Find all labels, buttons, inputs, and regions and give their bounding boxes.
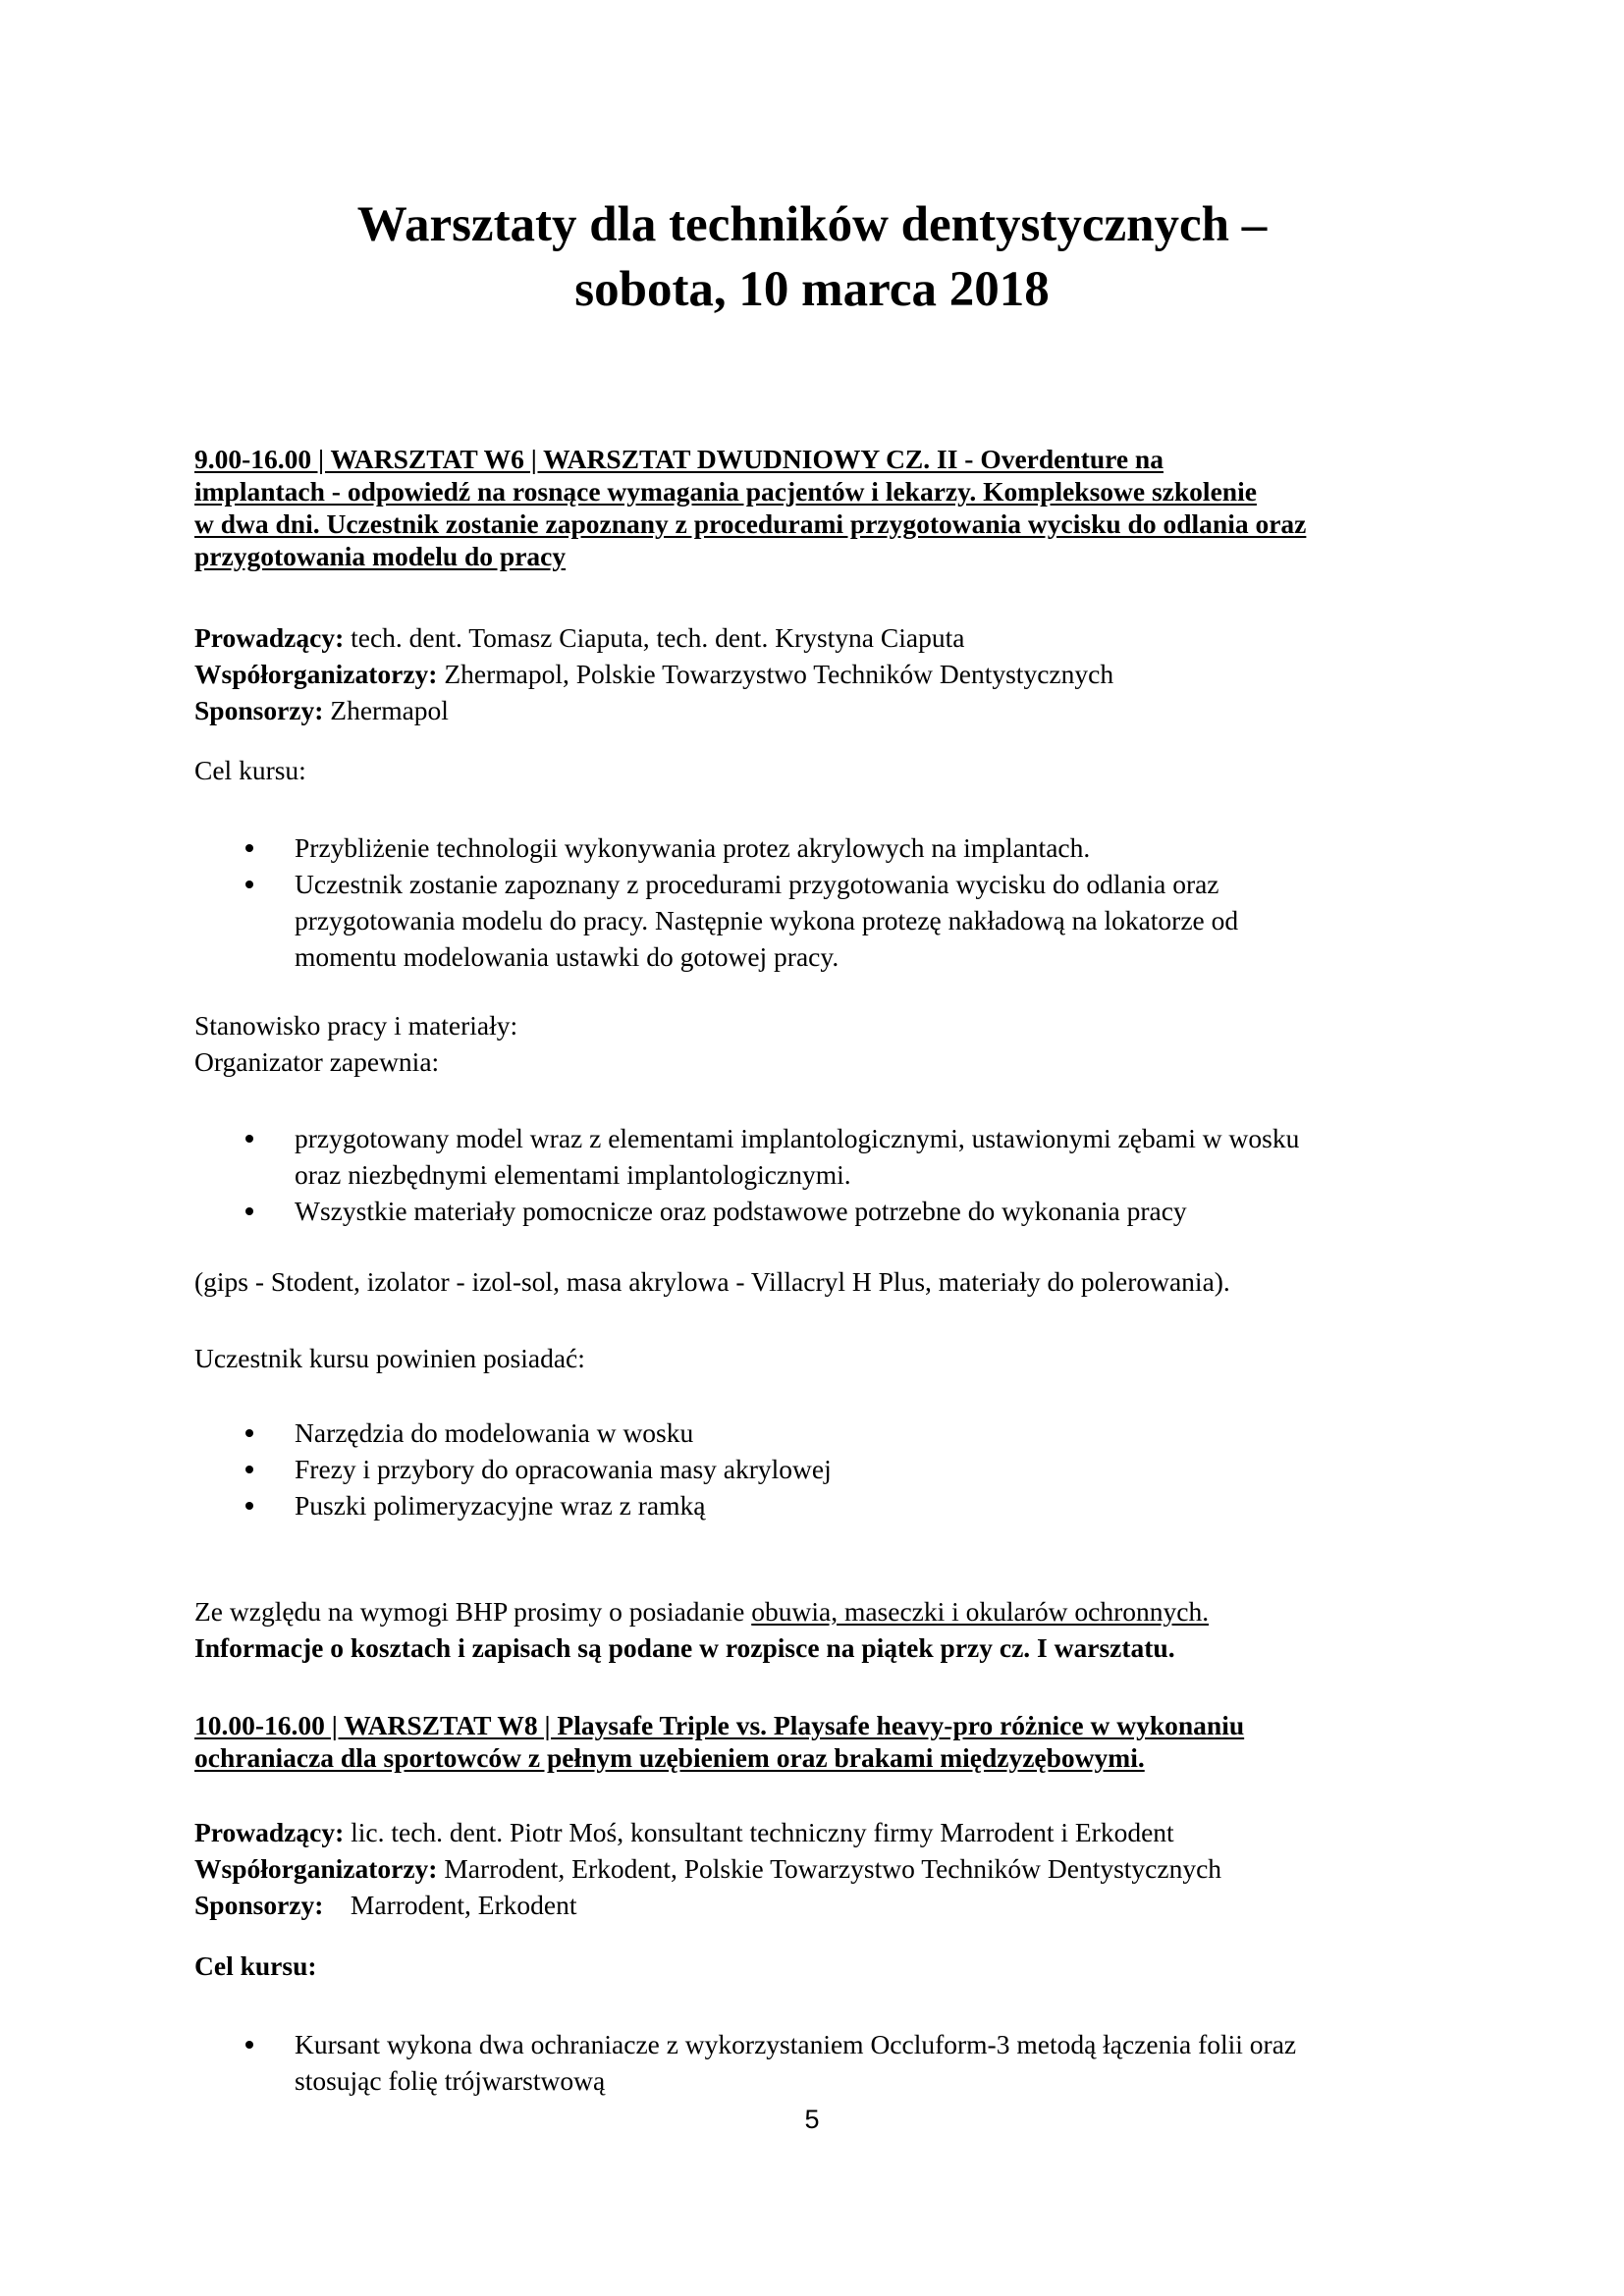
w8-heading [194, 1709, 1461, 1774]
title-line-2: sobota, 10 marca 2018 [574, 262, 1050, 317]
w6-heading [194, 443, 1461, 572]
list-item-text: Kursant wykona dwa ochraniacze z wykorzystaniem Occluform-3 metodą łączenia folii oraz [295, 2029, 1297, 2059]
list-item [194, 1415, 1461, 1451]
title-line-1: Warsztaty dla techników dentystycznych – [356, 197, 1268, 252]
sponsors-value: Zhermapol [323, 695, 449, 725]
list-item [194, 1487, 1461, 1523]
coorg-label: Współorganizatorzy: [194, 1853, 438, 1884]
list-item-text: oraz niezbędnymi elementami implantologicznymi. [295, 1159, 851, 1190]
sponsors-label: Sponsorzy: [194, 695, 324, 725]
w6-details [194, 619, 1461, 728]
coorg-value: Marrodent, Erkodent, Polskie Towarzystwo Techników Dentystycznych [437, 1853, 1222, 1884]
materials-note: (gips - Stodent, izolator - izol-sol, masa akrylowa - Villacryl H Plus, materiały do polerowania). [194, 1266, 1230, 1297]
coorg-value: Zhermapol, Polskie Towarzystwo Techników Dentystycznych [437, 659, 1114, 689]
bullet-icon [245, 1207, 253, 1215]
w6-workstation [194, 1007, 1461, 1080]
w8-goal-list [194, 2026, 1461, 2099]
page-title [0, 192, 1624, 322]
w8-lead [194, 1814, 1461, 1850]
participant-label: Uczestnik kursu powinien posiadać: [194, 1343, 585, 1373]
list-item [194, 2026, 1461, 2099]
organizer-label: Organizator zapewnia: [194, 1046, 440, 1077]
page-number: 5 [804, 2105, 820, 2134]
sponsors-label: Sponsorzy: [194, 1890, 324, 1920]
w8-sponsors [194, 1887, 1461, 1923]
w8-goal-label: Cel kursu: [194, 1950, 317, 1981]
bullet-icon [245, 881, 253, 888]
w6-heading-line: przygotowania modelu do pracy [194, 541, 567, 571]
list-item [194, 1120, 1461, 1193]
w6-heading-line: implantach - odpowiedź na rosnące wymagania pacjentów i lekarzy. Kompleksowe szkolenie [194, 476, 1257, 507]
w8-heading-line: 10.00-16.00 | WARSZTAT W8 | Playsafe Triple vs. Playsafe heavy-pro różnice w wykonaniu [194, 1710, 1245, 1740]
list-item-text: przygotowany model wraz z elementami implantologicznymi, ustawionymi zębami w wosku [295, 1123, 1300, 1153]
list-item [194, 866, 1461, 975]
list-item [194, 1451, 1461, 1487]
w8-heading-line: ochraniacza dla sportowców z pełnym uzębieniem oraz brakami międzyzębowymi. [194, 1742, 1145, 1773]
bullet-icon [245, 2041, 253, 2049]
lead-value: tech. dent. Tomasz Ciaputa, tech. dent. Krystyna Ciaputa [344, 622, 965, 653]
lead-label: Prowadzący: [194, 622, 345, 653]
w6-sponsors [194, 692, 1461, 728]
w6-coorganizers [194, 656, 1461, 692]
bhp-prefix: Ze względu na wymogi BHP prosimy o posiadanie [194, 1596, 752, 1627]
w6-notes [194, 1593, 1461, 1666]
w6-participant-list [194, 1415, 1461, 1523]
w8-details [194, 1814, 1461, 1923]
lead-label: Prowadzący: [194, 1817, 345, 1847]
w6-heading-line: 9.00-16.00 | WARSZTAT W6 | WARSZTAT DWUDNIOWY CZ. II - Overdenture na [194, 444, 1164, 474]
w6-lead [194, 619, 1461, 656]
sponsors-value: Marrodent, Erkodent [323, 1890, 577, 1920]
coorg-label: Współorganizatorzy: [194, 659, 438, 689]
w6-goal-list [194, 829, 1461, 975]
list-item-text: Narzędzia do modelowania w wosku [295, 1417, 694, 1448]
list-item [194, 829, 1461, 866]
list-item-text: Przybliżenie technologii wykonywania protez akrylowych na implantach. [295, 832, 1091, 863]
list-item-text: Puszki polimeryzacyjne wraz z ramką [295, 1490, 706, 1521]
lead-value: lic. tech. dent. Piotr Moś, konsultant techniczny firmy Marrodent i Erkodent [344, 1817, 1174, 1847]
list-item-text: stosując folię trójwarstwową [295, 2065, 606, 2096]
bullet-icon [245, 844, 253, 852]
bullet-icon [245, 1429, 253, 1437]
list-item [194, 1193, 1461, 1229]
w8-coorganizers [194, 1850, 1461, 1887]
bhp-note [194, 1593, 1461, 1629]
list-item-text: Frezy i przybory do opracowania masy akrylowej [295, 1454, 832, 1484]
info-note: Informacje o kosztach i zapisach są podane w rozpisce na piątek przy cz. I warsztatu. [194, 1632, 1175, 1663]
bhp-items: obuwia, maseczki i okularów ochronnych. [751, 1596, 1210, 1627]
workstation-label: Stanowisko pracy i materiały: [194, 1010, 518, 1041]
list-item-text: momentu modelowania ustawki do gotowej pracy. [295, 941, 839, 972]
list-item-text: Wszystkie materiały pomocnicze oraz podstawowe potrzebne do wykonania pracy [295, 1196, 1187, 1226]
bullet-icon [245, 1135, 253, 1143]
w6-heading-line: w dwa dni. Uczestnik zostanie zapoznany z procedurami przygotowania wycisku do odlania oraz [194, 508, 1307, 539]
bullet-icon [245, 1466, 253, 1473]
bullet-icon [245, 1502, 253, 1510]
list-item-text: Uczestnik zostanie zapoznany z procedurami przygotowania wycisku do odlania oraz [295, 869, 1219, 899]
list-item-text: przygotowania modelu do pracy. Następnie wykona protezę nakładową na lokatorze od [295, 905, 1239, 935]
w6-goal-label: Cel kursu: [194, 755, 306, 785]
w6-organizer-list [194, 1120, 1461, 1229]
